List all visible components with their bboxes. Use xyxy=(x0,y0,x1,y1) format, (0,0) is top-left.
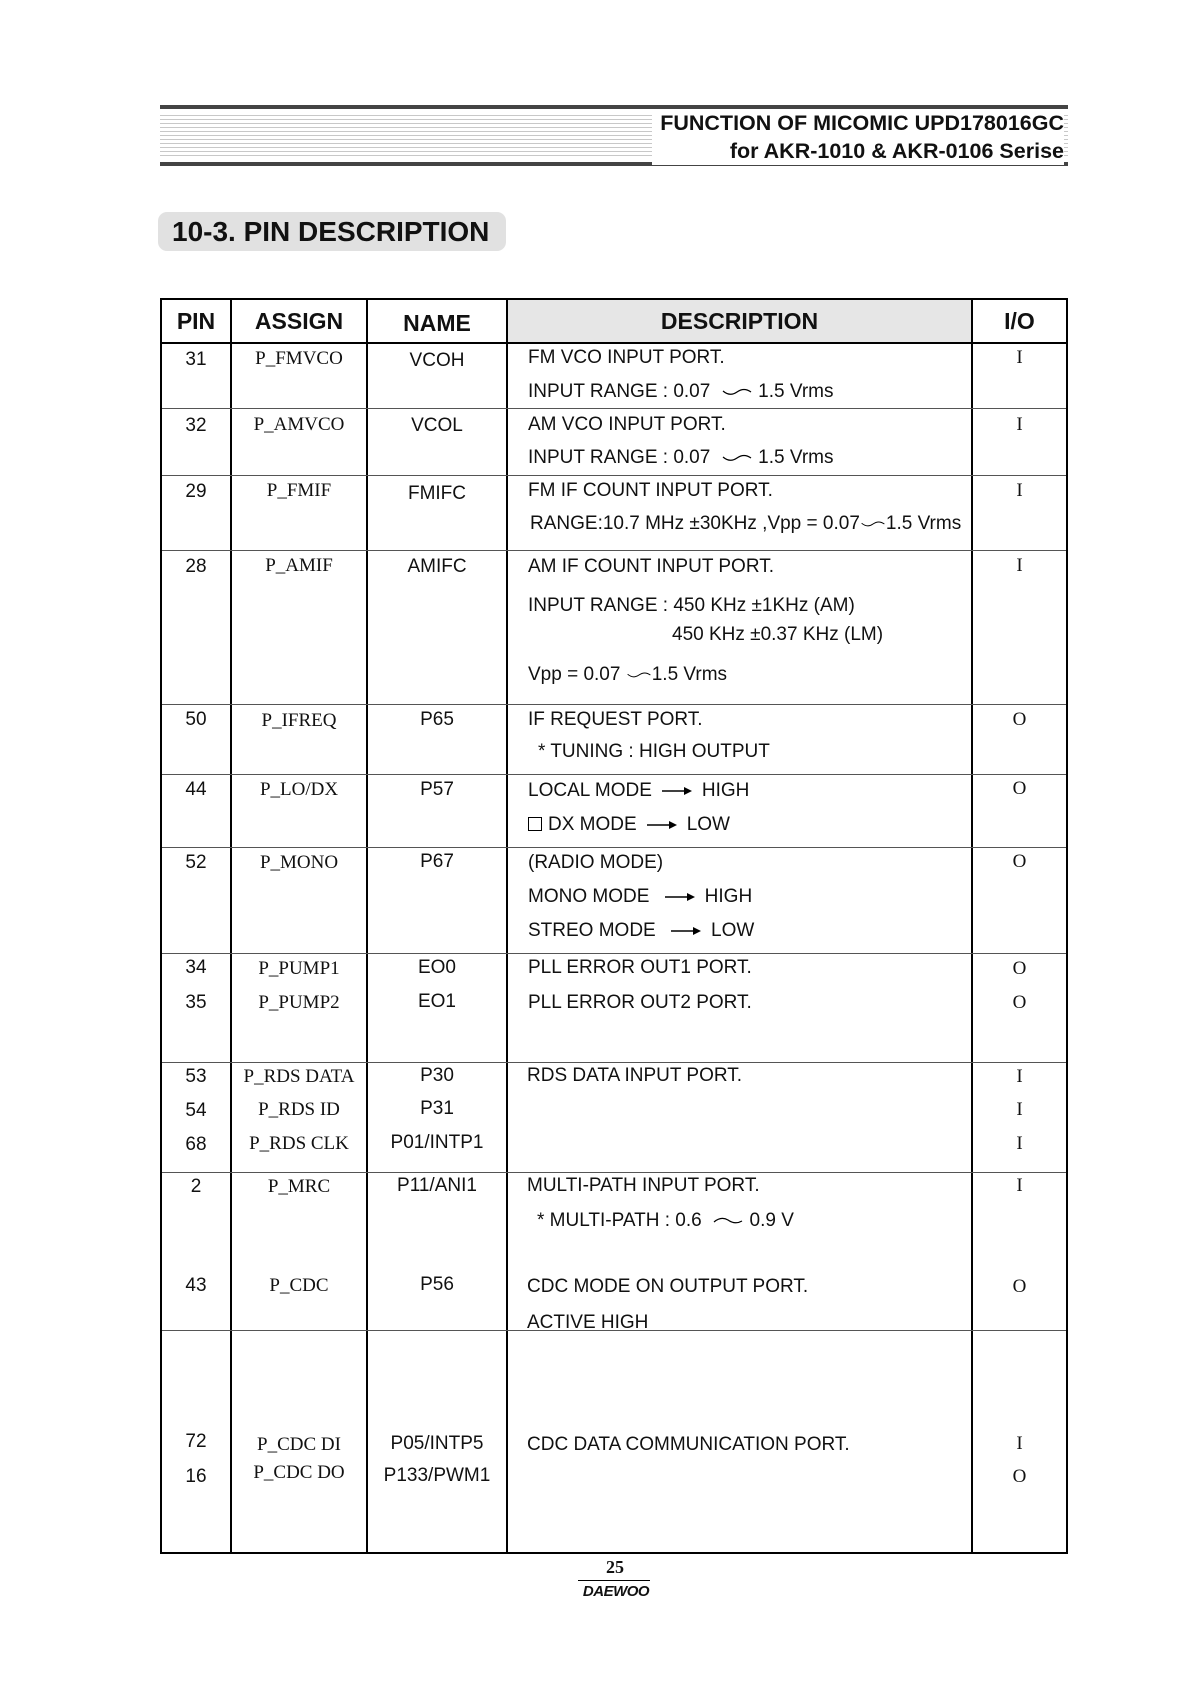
desc-line: PLL ERROR OUT1 PORT. xyxy=(528,957,752,978)
desc-line xyxy=(528,920,754,942)
name-cell: P31 xyxy=(420,1098,454,1119)
desc-line xyxy=(528,814,730,836)
io-cell: I xyxy=(1016,1133,1023,1154)
name-cell: VCOL xyxy=(411,415,463,436)
arrow-right-icon xyxy=(660,785,694,797)
name-cell: FMIFC xyxy=(407,483,467,504)
assign-cell: P_AMVCO xyxy=(253,414,345,435)
name-cell: P01/INTP1 xyxy=(390,1132,484,1153)
assign-cell: P_LO/DX xyxy=(259,779,339,800)
section-title: 10-3. PIN DESCRIPTION xyxy=(158,212,506,251)
header-io: I/O xyxy=(1004,308,1035,334)
desc-line: AM IF COUNT INPUT PORT. xyxy=(528,556,774,577)
desc-line: PLL ERROR OUT2 PORT. xyxy=(528,992,752,1013)
header-title xyxy=(652,109,1064,165)
desc-text: INPUT RANGE : 0.07 xyxy=(528,447,711,468)
assign-cell: P_CDC xyxy=(269,1275,329,1296)
desc-line: * TUNING : HIGH OUTPUT xyxy=(538,741,770,762)
row-divider xyxy=(162,774,1066,775)
pin-cell: 31 xyxy=(185,349,207,370)
io-cell: O xyxy=(1012,709,1027,730)
io-cell: O xyxy=(1012,958,1027,979)
pin-cell: 54 xyxy=(185,1100,207,1121)
pin-cell: 2 xyxy=(190,1176,202,1197)
header-name: NAME xyxy=(403,310,471,336)
name-cell: P65 xyxy=(420,709,454,730)
desc-text: LOCAL MODE xyxy=(528,780,652,801)
pin-cell: 44 xyxy=(185,779,207,800)
desc-line xyxy=(530,513,961,535)
desc-text: MONO MODE xyxy=(528,886,650,907)
name-cell: P05/INTP5 xyxy=(390,1433,484,1454)
desc-text: * MULTI-PATH : 0.6 xyxy=(537,1210,702,1231)
pin-cell: 43 xyxy=(185,1275,207,1296)
desc-line: ACTIVE HIGH xyxy=(527,1312,649,1333)
desc-text: STREO MODE xyxy=(528,920,656,941)
desc-text: 0.9 V xyxy=(749,1210,794,1231)
tilde-icon xyxy=(626,669,652,681)
desc-line: AM VCO INPUT PORT. xyxy=(528,414,726,435)
io-cell: I xyxy=(1016,1175,1023,1196)
col-divider xyxy=(506,300,508,1552)
arrow-right-icon xyxy=(663,891,697,903)
io-cell: I xyxy=(1016,347,1023,368)
name-cell: P30 xyxy=(420,1065,454,1086)
checkbox-square-icon xyxy=(528,817,542,831)
pin-cell: 35 xyxy=(185,992,207,1013)
desc-line: IF REQUEST PORT. xyxy=(528,709,703,730)
name-cell: P67 xyxy=(420,851,454,872)
assign-cell: P_FMVCO xyxy=(255,348,343,369)
pin-cell: 34 xyxy=(185,957,207,978)
desc-line xyxy=(528,780,749,802)
assign-cell: P_PUMP2 xyxy=(258,992,340,1013)
desc-line: INPUT RANGE : 450 KHz ±1KHz (AM) xyxy=(528,595,855,616)
desc-line: MULTI-PATH INPUT PORT. xyxy=(527,1175,760,1196)
page-header xyxy=(160,105,1068,166)
name-cell: P11/ANI1 xyxy=(397,1175,477,1196)
row-divider xyxy=(162,550,1066,551)
name-cell: EO0 xyxy=(417,957,457,978)
io-cell: I xyxy=(1016,480,1023,501)
desc-line xyxy=(528,447,834,469)
pin-cell: 68 xyxy=(185,1134,207,1155)
assign-cell: P_AMIF xyxy=(265,555,333,576)
desc-text: RANGE:10.7 MHz ±30KHz ,Vpp = 0.07 xyxy=(530,513,860,534)
io-cell: I xyxy=(1016,555,1023,576)
name-cell: AMIFC xyxy=(407,556,467,577)
pin-cell: 29 xyxy=(185,481,207,502)
desc-line xyxy=(537,1210,794,1232)
io-cell: I xyxy=(1016,1433,1023,1454)
assign-cell: P_MRC xyxy=(267,1176,331,1197)
desc-line: CDC MODE ON OUTPUT PORT. xyxy=(527,1276,809,1297)
io-cell: O xyxy=(1012,1466,1027,1487)
io-cell: O xyxy=(1012,1276,1027,1297)
header-pin: PIN xyxy=(176,308,216,334)
io-cell: O xyxy=(1012,851,1027,872)
header-assign: ASSIGN xyxy=(254,308,344,334)
desc-line xyxy=(528,664,727,686)
desc-text: HIGH xyxy=(704,886,753,907)
header-description: DESCRIPTION xyxy=(508,300,971,343)
desc-line: RDS DATA INPUT PORT. xyxy=(527,1065,743,1086)
io-cell: I xyxy=(1016,1099,1023,1120)
io-cell: O xyxy=(1012,778,1027,799)
row-divider xyxy=(162,847,1066,848)
brand-logo: DAEWOO xyxy=(582,1583,650,1600)
row-divider xyxy=(162,1062,1066,1063)
assign-cell: P_CDC DO xyxy=(253,1462,345,1483)
desc-line: 450 KHz ±0.37 KHz (LM) xyxy=(672,624,884,645)
io-cell: O xyxy=(1012,992,1027,1013)
desc-text: DX MODE xyxy=(548,814,637,835)
arrow-right-icon xyxy=(669,925,703,937)
pin-cell: 16 xyxy=(185,1466,207,1487)
assign-cell: P_RDS ID xyxy=(258,1099,340,1120)
desc-line: CDC DATA COMMUNICATION PORT. xyxy=(527,1434,850,1455)
pin-cell: 52 xyxy=(185,852,207,873)
assign-cell: P_PUMP1 xyxy=(258,958,340,979)
assign-cell: P_RDS DATA xyxy=(243,1066,355,1087)
desc-text: LOW xyxy=(686,814,730,835)
desc-text: 1.5 Vrms xyxy=(651,664,728,685)
pin-cell: 53 xyxy=(185,1066,207,1087)
tilde-icon xyxy=(712,1215,744,1227)
assign-cell: P_RDS CLK xyxy=(249,1133,349,1154)
tilde-icon xyxy=(721,386,753,398)
name-cell: EO1 xyxy=(417,991,457,1012)
pin-cell: 72 xyxy=(185,1431,207,1452)
header-line-1: FUNCTION OF MICOMIC UPD178016GC xyxy=(660,111,1064,135)
name-cell: VCOH xyxy=(409,350,465,371)
desc-line: FM IF COUNT INPUT PORT. xyxy=(528,480,773,501)
page-number: 25 xyxy=(606,1557,624,1577)
desc-line xyxy=(528,381,834,403)
assign-cell: P_IFREQ xyxy=(261,710,337,731)
footer-rule xyxy=(578,1580,650,1581)
desc-line xyxy=(528,886,752,908)
assign-cell: P_FMIF xyxy=(266,480,332,501)
row-divider xyxy=(162,408,1066,409)
desc-text: Vpp = 0.07 xyxy=(528,664,621,685)
tilde-icon xyxy=(721,452,753,464)
desc-text: 1.5 Vrms xyxy=(885,513,962,534)
row-divider xyxy=(162,342,1066,344)
name-cell: P133/PWM1 xyxy=(383,1465,491,1486)
pin-cell: 50 xyxy=(185,709,207,730)
row-divider xyxy=(162,475,1066,476)
row-divider xyxy=(162,1172,1066,1173)
name-cell: P56 xyxy=(420,1274,454,1295)
pin-cell: 32 xyxy=(185,415,207,436)
desc-text: 1.5 Vrms xyxy=(758,381,834,402)
row-divider xyxy=(162,953,1066,954)
name-cell: P57 xyxy=(420,779,454,800)
pin-cell: 28 xyxy=(185,556,207,577)
arrow-right-icon xyxy=(645,819,679,831)
header-line-2: for AKR-1010 & AKR-0106 Serise xyxy=(729,139,1064,163)
assign-cell: P_CDC DI xyxy=(257,1434,341,1455)
row-divider xyxy=(162,704,1066,705)
assign-cell: P_MONO xyxy=(259,852,339,873)
desc-text: INPUT RANGE : 0.07 xyxy=(528,381,711,402)
desc-text: LOW xyxy=(711,920,755,941)
io-cell: I xyxy=(1016,1066,1023,1087)
desc-line: (RADIO MODE) xyxy=(528,852,664,873)
desc-line: FM VCO INPUT PORT. xyxy=(528,347,725,368)
io-cell: I xyxy=(1016,414,1023,435)
pin-description-table xyxy=(160,298,1068,1554)
tilde-icon xyxy=(860,518,886,530)
desc-text: 1.5 Vrms xyxy=(758,447,834,468)
desc-text: HIGH xyxy=(701,780,750,801)
